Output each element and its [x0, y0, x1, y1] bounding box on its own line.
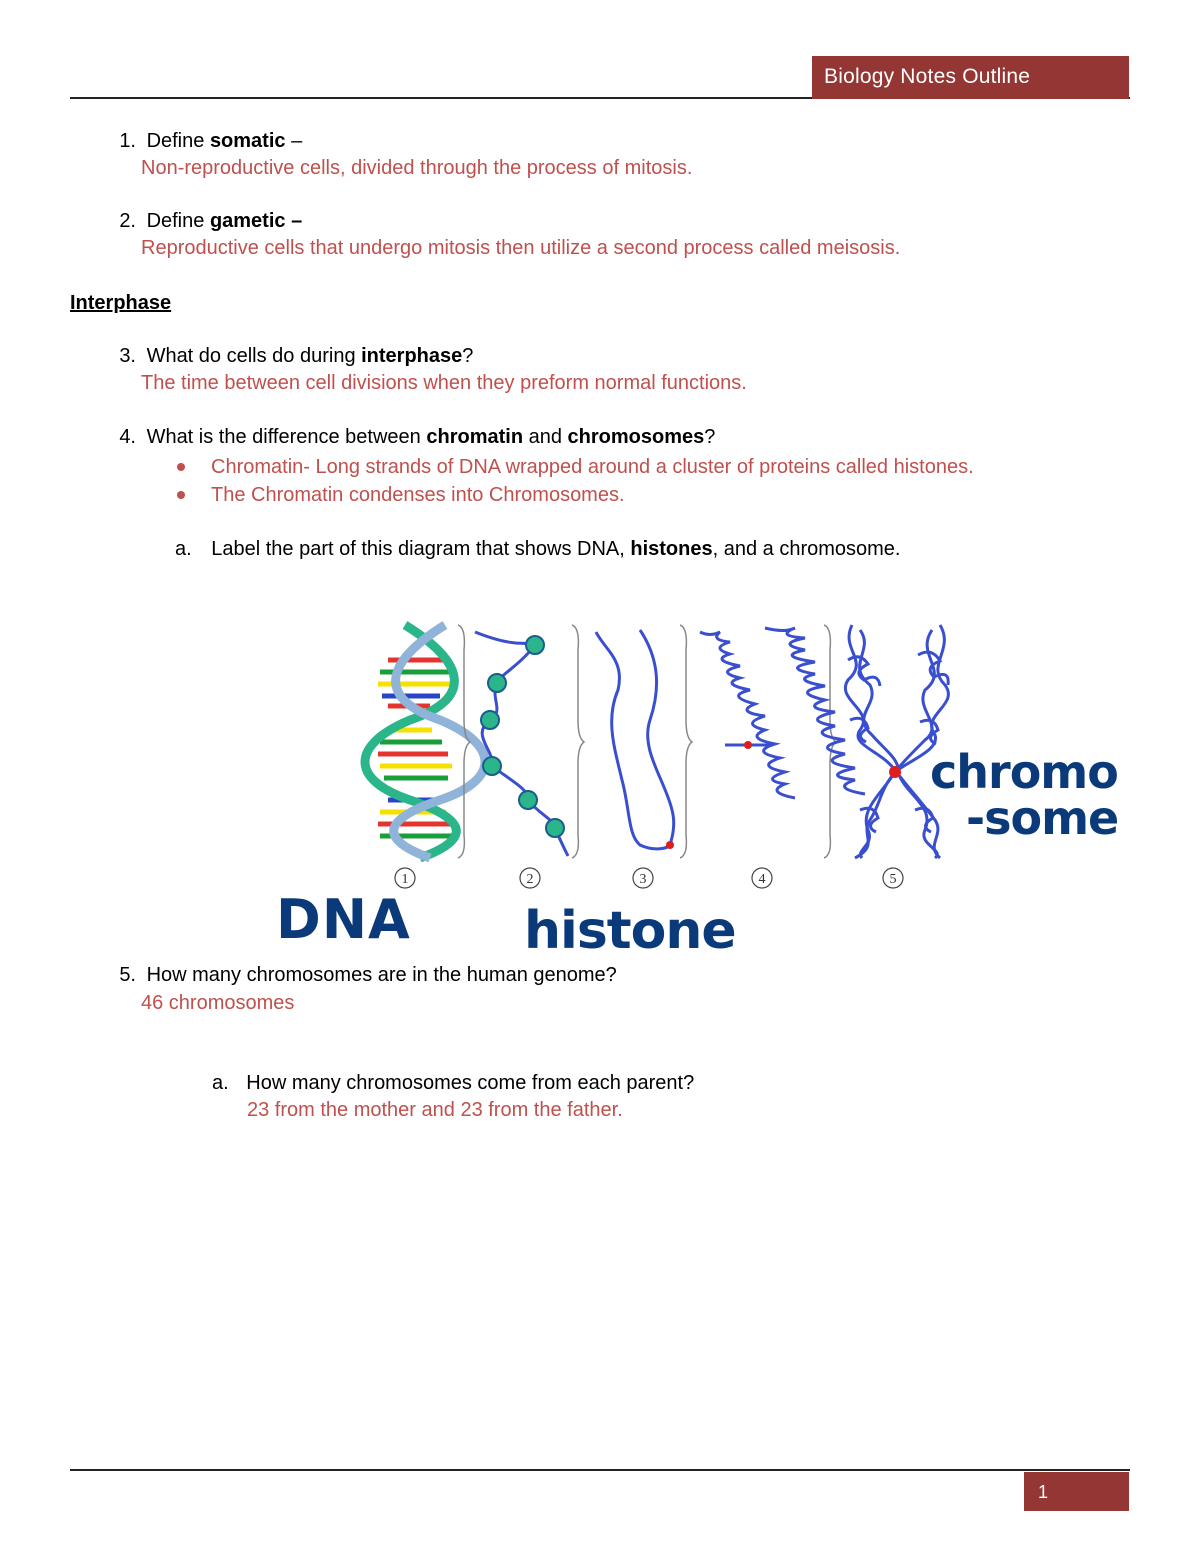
brace [458, 625, 470, 858]
histone [526, 636, 544, 654]
sub-letter: a. [175, 538, 192, 560]
question-text: How many chromosomes are in the human genome? [146, 964, 617, 986]
question-suffix: ? [462, 345, 474, 367]
stage-number: 4 [758, 872, 766, 887]
stage-number-circle [633, 868, 653, 888]
answer-4-bullet-2: The Chromatin condenses into Chromosomes. [211, 484, 625, 506]
stage-number-circle [395, 868, 415, 888]
section-heading-interphase: Interphase [70, 292, 172, 314]
question-term: gametic – [209, 210, 303, 232]
stage-number: 3 [639, 872, 647, 887]
question-term-chromatin: chromatin [426, 426, 524, 448]
question-suffix: – [285, 130, 303, 152]
brace [824, 625, 836, 858]
answer-4-bullet-1: Chromatin- Long strands of DNA wrapped around a cluster of proteins called histones. [211, 456, 974, 478]
question-term-chromosomes: chromosomes [567, 426, 705, 448]
centromere [889, 766, 901, 778]
stage-number-circle [520, 868, 540, 888]
histone [483, 757, 501, 775]
question-term: histones [630, 538, 713, 560]
question-number: 4. [119, 426, 136, 448]
brace [572, 625, 584, 858]
handwritten-label-histone: histone [524, 901, 736, 961]
question-number: 2. [119, 210, 136, 232]
question-4a [175, 537, 900, 561]
question-5 [100, 963, 617, 987]
footer-rule [70, 1469, 1130, 1471]
question-term: somatic [209, 130, 286, 152]
question-text-mid: and [523, 426, 568, 448]
question-term: interphase [361, 345, 463, 367]
condensing-chromatin [700, 628, 865, 798]
question-5a [212, 1071, 694, 1095]
histone [546, 819, 564, 837]
dna-double-helix [365, 625, 485, 858]
stage-number: 5 [889, 872, 897, 887]
answer-3: The time between cell divisions when they preform normal functions. [141, 372, 747, 394]
x-chromosome [845, 625, 948, 858]
handwritten-label-dna: DNA [276, 888, 411, 951]
question-suffix: , and a chromosome. [712, 538, 901, 560]
question-1 [100, 129, 302, 153]
sub-letter: a. [212, 1072, 229, 1094]
histone [481, 711, 499, 729]
bullet-dot [177, 491, 185, 499]
question-text: What do cells do during [146, 345, 362, 367]
question-number: 3. [119, 345, 136, 367]
question-text: What is the difference between [146, 426, 427, 448]
bullet-dot [177, 463, 185, 471]
question-text: Define [146, 130, 210, 152]
stage-number-circle [883, 868, 903, 888]
histone [519, 791, 537, 809]
question-3 [100, 344, 473, 368]
answer-1: Non-reproductive cells, divided through the process of mitosis. [141, 157, 693, 179]
question-text: Define [146, 210, 210, 232]
handwritten-label-chromosome-1: chromo [930, 745, 1118, 799]
question-suffix: ? [704, 426, 716, 448]
question-text: How many chromosomes come from each parent? [246, 1072, 695, 1094]
answer-5: 46 chromosomes [141, 992, 295, 1014]
answer-2: Reproductive cells that undergo mitosis then utilize a second process called meisosis. [141, 237, 901, 259]
question-4 [100, 425, 715, 449]
question-number: 1. [119, 130, 136, 152]
question-number: 5. [119, 964, 136, 986]
brace [680, 625, 692, 858]
histone [488, 674, 506, 692]
centromere [666, 841, 674, 849]
handwritten-label-chromosome-2: -some [966, 791, 1119, 845]
stage-number: 1 [401, 872, 409, 887]
stage-number-circle [752, 868, 772, 888]
page-number-badge: 1 [1024, 1472, 1129, 1511]
question-text: Label the part of this diagram that shows DNA, [211, 538, 631, 560]
histone-beads-strand [475, 632, 568, 856]
document-title-badge: Biology Notes Outline [812, 56, 1129, 99]
chromatin-fiber [596, 630, 674, 849]
stage-number: 2 [526, 872, 534, 887]
question-2 [100, 209, 302, 233]
centromere [744, 741, 752, 749]
answer-5a: 23 from the mother and 23 from the father. [247, 1099, 623, 1121]
